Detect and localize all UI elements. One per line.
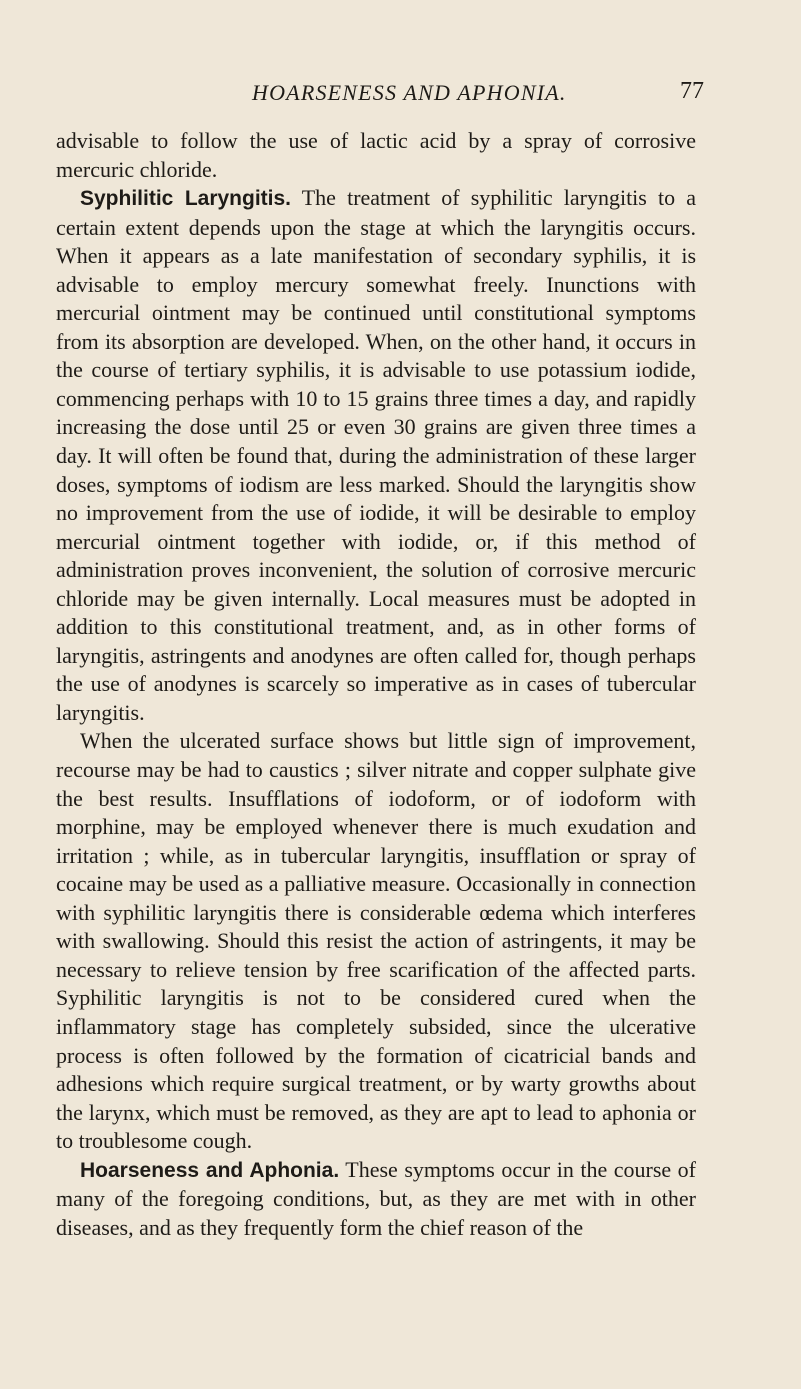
section-heading-hoarseness-aphonia: Hoarseness and Aphonia. — [80, 1158, 340, 1182]
paragraph-hoarseness-aphonia — [56, 1156, 696, 1243]
paragraph-text: These symptoms occur in the course of many of the foregoing conditions, but, as they are met with in other diseases, and as they frequently form the chief reason of the — [56, 1156, 696, 1240]
paragraph-text: The treatment of syphilitic laryngitis to a certain extent depends upon the stage at which the laryngitis occurs. When it appears as a late manifestation of secondary syphilis, it is advisable to employ mercury somewhat freely. Inunctions with mercurial ointment may be continued until constitutional symptoms from its absorption are developed. When, on the other hand, it occurs in the course of tertiary syphilis, it is advisable to use potassium iodide, commencing perhaps with 10 to 15 grains three times a day, and rapidly increasing the dose until 25 or even 30 grains are given three times a day. It will often be found that, during the administration of these larger doses, symptoms of iodism are less marked. Should the laryngitis show no improvement from the use of iodide, it will be desirable to employ mercurial ointment together with iodide, or, if this method of administration proves inconvenient, the solution of corrosive mercuric chloride may be given internally. Local measures must be adopted in addition to this constitutional treatment, and, as in other forms of laryngitis, astringents and anodynes are often called for, though perhaps the use of anodynes is scarcely so imperative as in cases of tubercular laryngitis. — [56, 185, 696, 725]
paragraph-text: When the ulcerated surface shows but little sign of improvement, recourse may be had to caustics ; silver nitrate and copper sulphate give the best results. Insufflations of iodoform, or of iodoform with morphine, may be employed whenever there is much exudation and irritation ; while, as in tubercular laryngitis, insufflation or spray of cocaine may be used as a palliative measure. Occasionally in connection with syphilitic laryngitis there is considerable œdema which interferes with swallowing. Should this resist the action of astringents, it may be necessary to relieve tension by free scarification of the affected parts. Syphilitic laryngitis is not to be considered cured when the inflammatory stage has completely subsided, since the ulcerative process is often followed by the formation of cicatricial bands and adhesions which require surgical treatment, or by warty growths about the larynx, which must be removed, as they are apt to lead to aphonia or to troublesome cough. — [56, 728, 696, 1154]
paragraph-continuation — [56, 127, 696, 184]
paragraph-text: advisable to follow the use of lactic acid by a spray of corrosive mercuric chloride. — [56, 128, 696, 182]
body-text — [56, 127, 696, 1242]
section-heading-syphilitic-laryngitis: Syphilitic Laryngitis. — [80, 187, 292, 211]
running-title: HOARSENESS AND APHONIA. — [252, 80, 567, 105]
running-head — [0, 80, 801, 110]
page-number: 77 — [680, 78, 704, 104]
paragraph-syphilitic-laryngitis — [56, 184, 696, 727]
paragraph-ulcerated-surface — [56, 727, 696, 1155]
